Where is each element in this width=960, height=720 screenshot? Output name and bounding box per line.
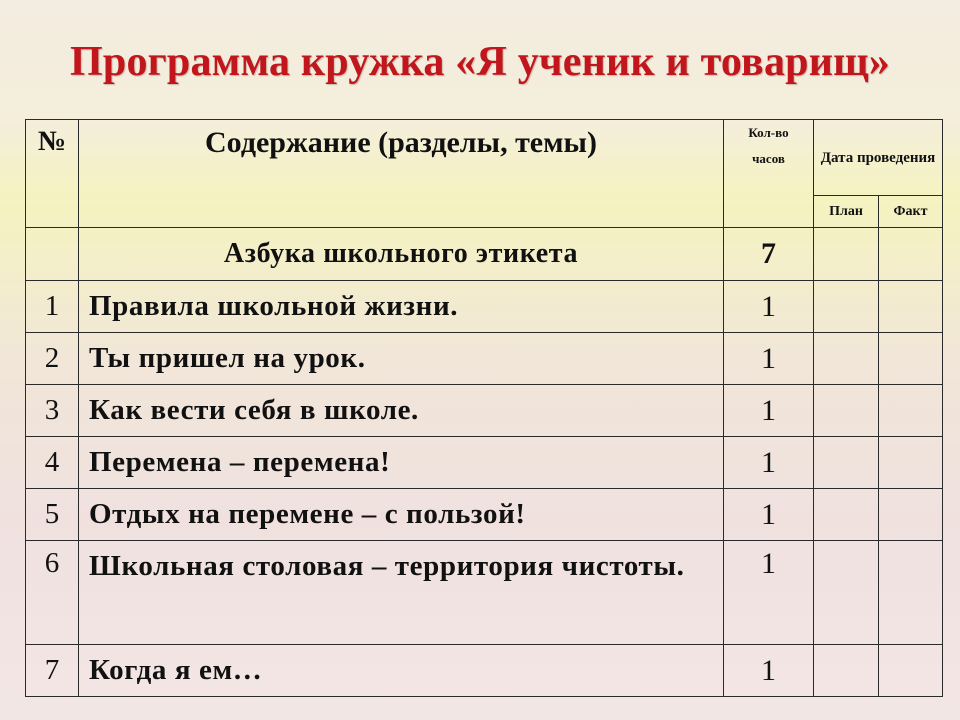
row-plan-cell <box>814 333 879 385</box>
row-hours: 1 <box>724 281 814 333</box>
header-plan: План <box>814 196 879 228</box>
row-fact-cell <box>879 437 943 489</box>
row-fact-cell <box>879 489 943 541</box>
row-plan-cell <box>814 437 879 489</box>
section-row <box>26 228 943 281</box>
row-hours: 1 <box>724 541 814 645</box>
row-plan-cell <box>814 385 879 437</box>
row-number: 2 <box>26 333 79 385</box>
section-plan-cell <box>814 228 879 281</box>
table-row <box>26 645 943 697</box>
header-date <box>814 120 943 196</box>
row-fact-cell <box>879 645 943 697</box>
table-row <box>26 281 943 333</box>
row-number: 6 <box>26 541 79 645</box>
row-hours: 1 <box>724 489 814 541</box>
row-number: 5 <box>26 489 79 541</box>
row-plan-cell <box>814 489 879 541</box>
page-title: Программа кружка «Я ученик и товарищ» <box>70 39 890 85</box>
row-hours: 1 <box>724 645 814 697</box>
row-fact-cell <box>879 281 943 333</box>
section-fact-cell <box>879 228 943 281</box>
row-fact-cell <box>879 333 943 385</box>
row-topic: Ты пришел на урок. <box>79 333 724 385</box>
header-fact: Факт <box>879 196 943 228</box>
row-topic: Перемена – перемена! <box>79 437 724 489</box>
table-row <box>26 385 943 437</box>
table-row <box>26 437 943 489</box>
table-header-row <box>26 120 943 196</box>
row-hours: 1 <box>724 385 814 437</box>
row-plan-cell <box>814 541 879 645</box>
row-number: 1 <box>26 281 79 333</box>
program-table <box>25 119 943 697</box>
row-topic: Отдых на перемене – с пользой! <box>79 489 724 541</box>
section-title: Азбука школьного этикета <box>79 228 724 281</box>
header-number: № <box>26 120 79 228</box>
row-plan-cell <box>814 645 879 697</box>
row-hours: 1 <box>724 333 814 385</box>
row-fact-cell <box>879 541 943 645</box>
header-content: Содержание (разделы, темы) <box>79 120 724 228</box>
row-topic: Как вести себя в школе. <box>79 385 724 437</box>
header-hours <box>724 120 814 228</box>
row-plan-cell <box>814 281 879 333</box>
row-fact-cell <box>879 385 943 437</box>
table-row <box>26 489 943 541</box>
table-row <box>26 541 943 645</box>
row-hours: 1 <box>724 437 814 489</box>
row-topic: Когда я ем… <box>79 645 724 697</box>
header-date-text: Дата проведения <box>820 149 936 166</box>
section-num-cell <box>26 228 79 281</box>
row-number: 7 <box>26 645 79 697</box>
table-row <box>26 333 943 385</box>
row-topic: Правила школьной жизни. <box>79 281 724 333</box>
section-hours: 7 <box>724 228 814 281</box>
row-topic: Школьная столовая – территория чистоты. <box>79 541 724 645</box>
row-number: 4 <box>26 437 79 489</box>
row-number: 3 <box>26 385 79 437</box>
header-hours-text: Кол-во часов <box>748 125 789 166</box>
